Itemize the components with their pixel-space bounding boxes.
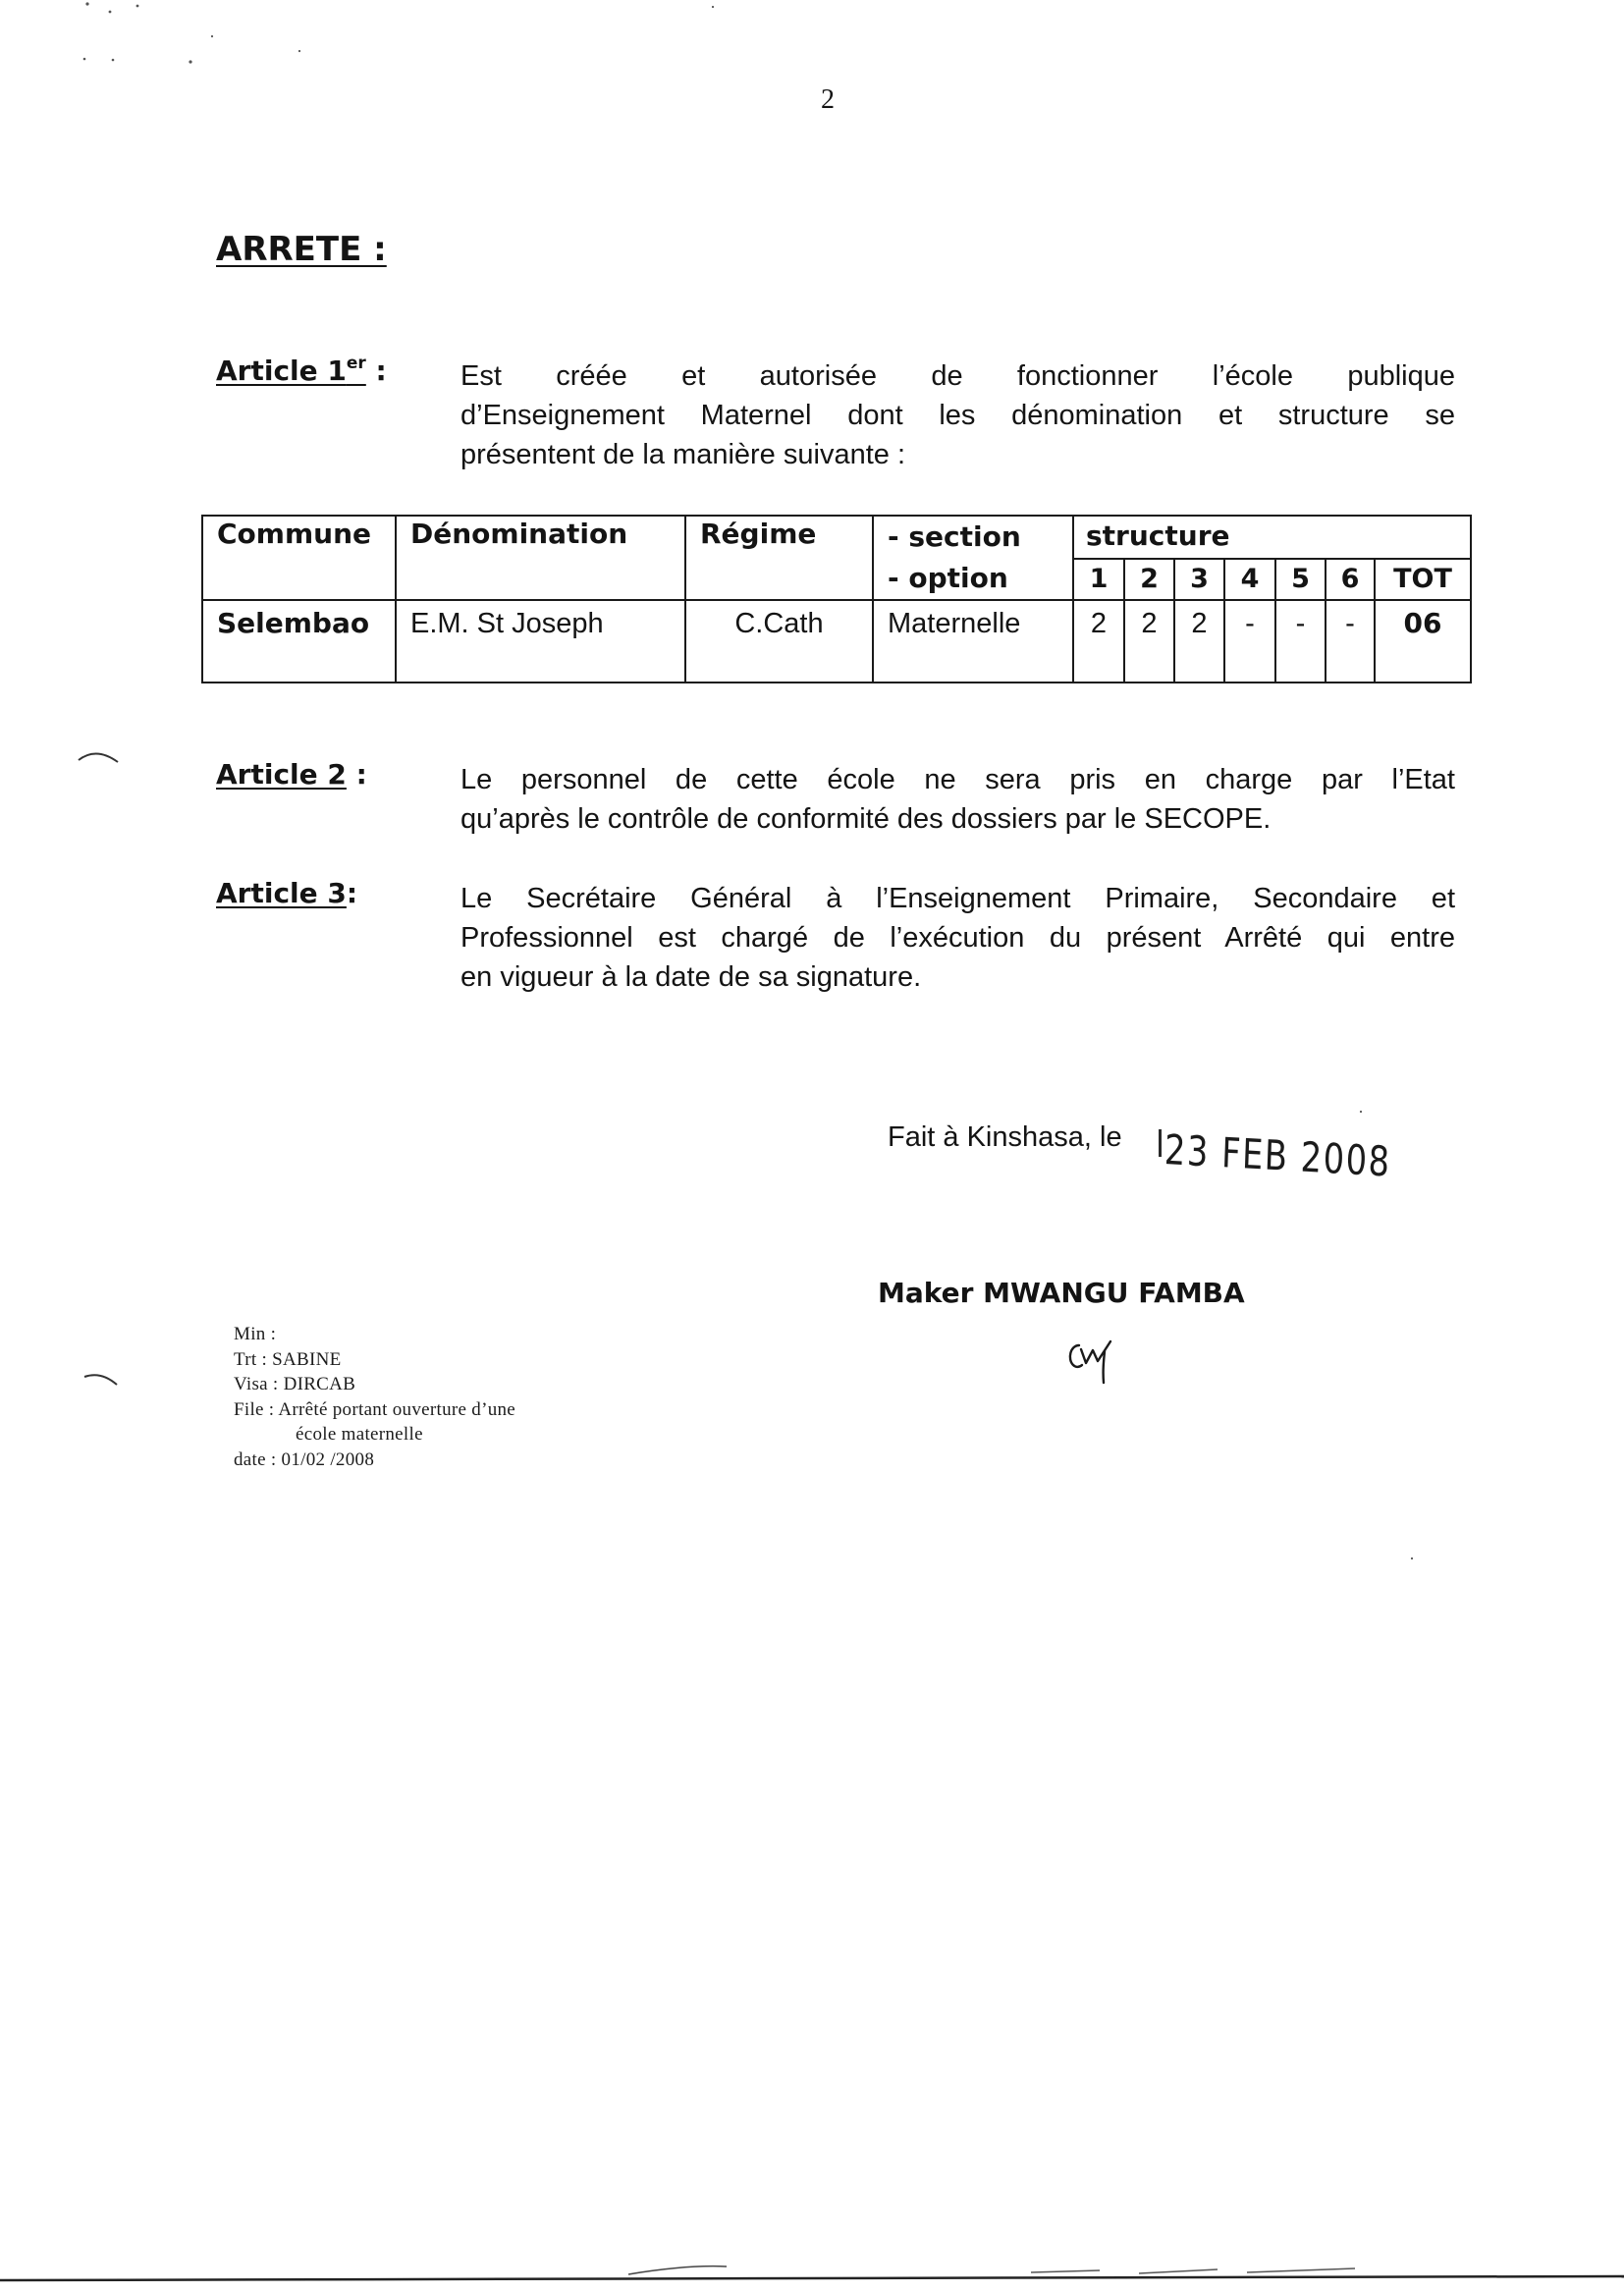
scan-dot bbox=[109, 11, 112, 14]
table-header-row bbox=[202, 516, 1471, 559]
signature-stroke bbox=[1081, 1341, 1110, 1363]
header-structure: structure bbox=[1073, 516, 1471, 559]
note-line-file: File : Arrêté portant ouverture d’une bbox=[234, 1398, 516, 1420]
article-2 bbox=[216, 760, 1455, 888]
structure-col-header-total: TOT bbox=[1375, 559, 1471, 600]
article-1-line: Est créée et autorisée de fonctionner l’école publique bbox=[460, 360, 1455, 392]
header-regime: Régime bbox=[685, 516, 873, 600]
scan-dot bbox=[1411, 1557, 1413, 1559]
article-2-label bbox=[216, 755, 367, 794]
article-1-label-text bbox=[216, 355, 366, 387]
article-2-line: Le personnel de cette école ne sera pris en charge par l’Etat bbox=[460, 764, 1455, 795]
article-2-label-text: Article 2 bbox=[216, 758, 347, 791]
cell-regime: C.Cath bbox=[685, 600, 873, 683]
article-2-label-sep: : bbox=[346, 758, 367, 791]
header-denomination: Dénomination bbox=[396, 516, 685, 600]
scan-dot bbox=[83, 58, 86, 61]
structure-col-header: 5 bbox=[1275, 559, 1326, 600]
cell-structure: - bbox=[1326, 600, 1375, 683]
scan-mark bbox=[84, 1375, 117, 1385]
note-line-min: Min : bbox=[234, 1324, 277, 1344]
structure-col-header: 2 bbox=[1124, 559, 1174, 600]
scan-dot bbox=[712, 6, 714, 8]
header-option: - option bbox=[888, 562, 1008, 594]
cell-section: Maternelle bbox=[873, 600, 1073, 683]
cell-structure: 2 bbox=[1174, 600, 1224, 683]
structure-col-header: 6 bbox=[1326, 559, 1375, 600]
scan-dot bbox=[189, 60, 191, 63]
school-structure-table bbox=[201, 515, 1472, 683]
article-1-label-sep: : bbox=[365, 355, 387, 387]
file-reference-notes bbox=[234, 1322, 515, 1472]
structure-col-header: 4 bbox=[1224, 559, 1275, 600]
date-stamp: 23 FEB 2008 bbox=[1164, 1125, 1392, 1186]
article-3-body bbox=[460, 879, 1455, 997]
article-1-line: présentent de la manière suivante : bbox=[460, 439, 905, 470]
note-line-trt: Trt : SABINE bbox=[234, 1348, 342, 1370]
cell-structure-total: 06 bbox=[1375, 600, 1471, 683]
scan-dot bbox=[136, 5, 139, 8]
scan-dot bbox=[211, 35, 213, 37]
scan-dot bbox=[298, 50, 300, 52]
article-3-line: Professionnel est chargé de l’exécution du présent Arrêté qui entre bbox=[460, 922, 1455, 954]
article-3-label bbox=[216, 874, 357, 913]
scan-dot bbox=[112, 59, 115, 62]
structure-col-header: 1 bbox=[1073, 559, 1124, 600]
article-2-line: qu’après le contrôle de conformité des dossiers par le SECOPE. bbox=[460, 803, 1272, 835]
scan-border-line bbox=[0, 2276, 1624, 2280]
header-section: - section bbox=[888, 520, 1021, 553]
scan-dot bbox=[1360, 1111, 1362, 1113]
table-row bbox=[202, 600, 1471, 683]
article-1-body bbox=[460, 356, 1455, 474]
cell-denomination: E.M. St Joseph bbox=[396, 600, 685, 683]
article-1 bbox=[216, 356, 1455, 484]
scan-mark bbox=[79, 753, 118, 762]
date-stamp-edge bbox=[1159, 1129, 1162, 1157]
article-1-label-sup: er bbox=[346, 354, 366, 373]
cell-structure: 2 bbox=[1073, 600, 1124, 683]
article-3-label-sep: : bbox=[346, 877, 358, 909]
decree-heading: ARRETE : bbox=[216, 230, 387, 269]
place-and-date-label: Fait à Kinshasa, le bbox=[888, 1121, 1122, 1153]
article-3-line: Le Secrétaire Général à l’Enseignement Primaire, Secondaire et bbox=[460, 883, 1455, 914]
handwritten-signature bbox=[1065, 1338, 1126, 1393]
note-line-file-continued: école maternelle bbox=[296, 1424, 423, 1445]
header-commune: Commune bbox=[202, 516, 396, 600]
header-section-option bbox=[873, 516, 1073, 600]
note-line-visa: Visa : DIRCAB bbox=[234, 1374, 356, 1394]
structure-col-header: 3 bbox=[1174, 559, 1224, 600]
article-2-body bbox=[460, 760, 1455, 839]
article-3-label-text: Article 3 bbox=[216, 877, 347, 909]
signatory-name: Maker MWANGU FAMBA bbox=[878, 1277, 1245, 1309]
article-3-line: en vigueur à la date de sa signature. bbox=[460, 961, 922, 993]
scan-mark bbox=[628, 2267, 727, 2274]
cell-commune: Selembao bbox=[202, 600, 396, 683]
signature-stroke bbox=[1104, 1351, 1105, 1383]
cell-structure: - bbox=[1275, 600, 1326, 683]
note-line-date: date : 01/02 /2008 bbox=[234, 1448, 375, 1470]
cell-structure: - bbox=[1224, 600, 1275, 683]
article-1-label bbox=[216, 352, 387, 391]
article-1-line: d’Enseignement Maternel dont les dénomination et structure se bbox=[460, 400, 1455, 431]
scan-dot bbox=[85, 2, 88, 5]
scan-mark bbox=[1031, 2268, 1355, 2273]
article-3 bbox=[216, 879, 1455, 1007]
cell-structure: 2 bbox=[1124, 600, 1174, 683]
page-number: 2 bbox=[821, 84, 835, 115]
article-1-label-main: Article 1 bbox=[216, 355, 347, 387]
